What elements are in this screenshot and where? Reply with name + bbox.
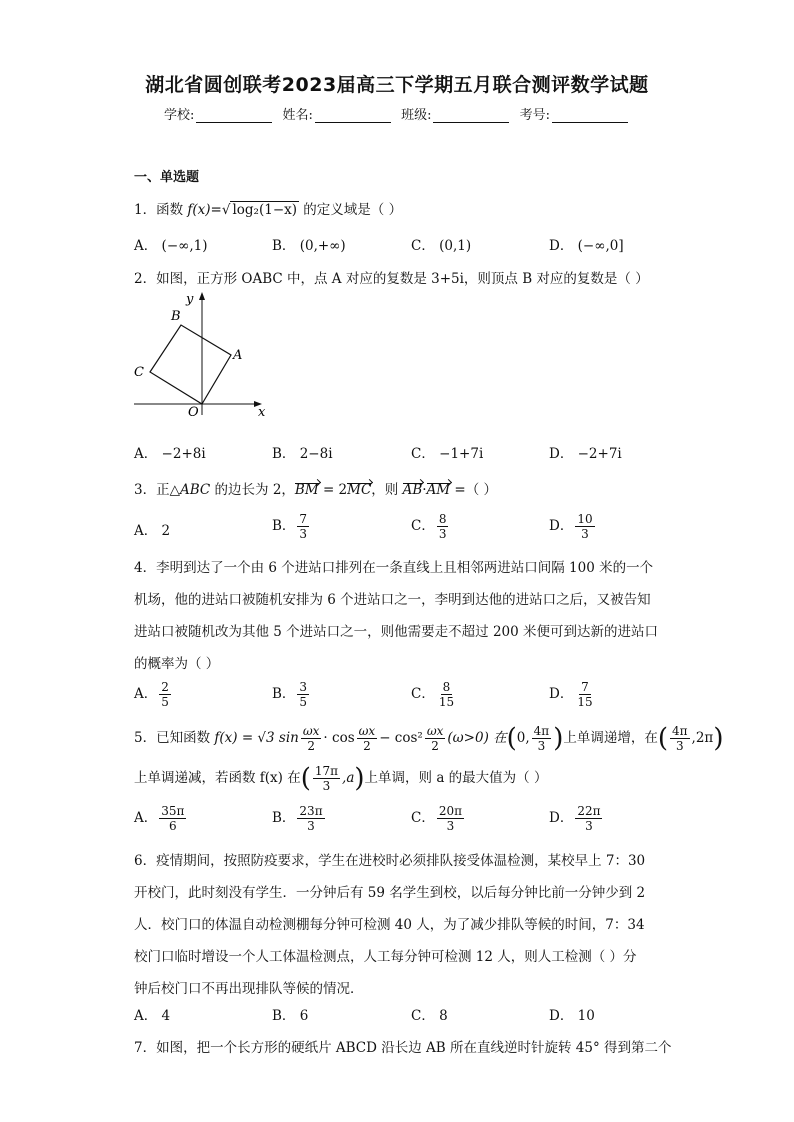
numerator: 8 — [442, 680, 451, 694]
q5-text: 上单调，则 a 的最大值为（ ） — [364, 770, 548, 786]
denominator: 6 — [169, 819, 177, 833]
q2-option-a — [134, 442, 206, 462]
fraction — [159, 804, 186, 833]
fraction — [437, 804, 464, 833]
q1-option-a — [134, 234, 208, 254]
q4-option-c — [411, 680, 458, 709]
question-3 — [134, 478, 497, 498]
fraction — [437, 680, 456, 709]
option-label: B． — [272, 446, 296, 462]
q3-text: ，则 — [371, 482, 403, 498]
q1-fx: f(x) — [187, 202, 211, 218]
numerator: 4π — [672, 724, 688, 738]
option-label: D． — [549, 238, 574, 254]
q5-option-a — [134, 804, 188, 833]
question-1 — [134, 198, 402, 218]
option-text: −2+8i — [161, 446, 206, 462]
q6-line-4: 校门口临时增设一个人工体温检测点，人工每分钟可检测 12 人，则人工检测（ ）分 — [134, 949, 637, 965]
option-text: −1+7i — [439, 446, 484, 462]
q4-line-4: 的概率为（ ） — [134, 656, 220, 672]
q6-option-c — [411, 1004, 448, 1024]
option-text: (−∞,1) — [161, 238, 208, 254]
option-label: C． — [411, 518, 435, 534]
option-label: B． — [272, 238, 296, 254]
fraction — [437, 512, 449, 541]
q5-option-d — [549, 804, 604, 833]
numerator: 20π — [438, 804, 462, 818]
option-label: C． — [411, 1008, 435, 1024]
school-label: 学校: — [164, 108, 195, 123]
fraction — [575, 512, 594, 541]
option-label: A． — [134, 1008, 158, 1024]
option-label: A． — [134, 523, 158, 539]
q5-text: 5．已知函数 — [134, 730, 215, 746]
q1-option-d — [549, 234, 624, 254]
numerator: ωx — [302, 724, 320, 738]
q3-dot: · — [422, 482, 427, 498]
option-label: D． — [549, 1008, 574, 1024]
q3-triangle: △ABC — [169, 482, 211, 498]
label-o: O — [188, 405, 199, 420]
option-label: A． — [134, 446, 158, 462]
denominator: 3 — [438, 527, 447, 541]
q1-eq: = — [210, 202, 222, 218]
numerator: 8 — [438, 512, 447, 526]
option-label: B． — [272, 1008, 296, 1024]
q4-line-2: 机场，他的进站口被随机安排为 6 个进站口之一，李明到达他的进站口之后，又被告知 — [134, 592, 651, 608]
option-label: B． — [272, 686, 296, 702]
label-c: C — [134, 365, 144, 380]
q1-option-c — [411, 234, 471, 254]
numerator: 10 — [577, 512, 593, 526]
q1-sqrt-arg: log₂(1−x) — [232, 202, 298, 218]
numerator: 7 — [581, 680, 589, 694]
numerator: 35π — [161, 804, 185, 818]
option-label: C． — [411, 810, 435, 826]
option-text: 10 — [577, 1008, 595, 1024]
class-label: 班级: — [401, 108, 432, 123]
option-text: 4 — [161, 1008, 171, 1024]
y-axis-arrow — [199, 292, 205, 300]
question-2: 2．如图，正方形 OABC 中，点 A 对应的复数是 3+5i，则顶点 B 对应的复数是（ ） — [134, 271, 649, 287]
numerator: 7 — [299, 512, 308, 526]
fraction — [425, 724, 446, 753]
q3-text: = 2 — [318, 482, 348, 498]
student-info-line — [0, 104, 794, 123]
option-label: D． — [549, 446, 574, 462]
q6-line-1: 6．疫情期间，按照防疫要求，学生在进校时必须排队接受体温检测，某校早上 7：30 — [134, 853, 646, 869]
q1-number: 1． — [134, 202, 157, 218]
q5-fx: f(x) = √3 sin — [214, 730, 299, 746]
q1-post: 的定义域是（ ） — [299, 202, 403, 218]
number-label: 考号: — [519, 108, 550, 123]
q2-option-b — [272, 442, 333, 462]
square-oabc — [150, 325, 231, 404]
numerator: ωx — [358, 724, 376, 738]
page-title: 湖北省圆创联考2023届高三下学期五月联合测评数学试题 — [145, 74, 649, 96]
q3-text: 3．正 — [134, 482, 170, 498]
fraction — [313, 764, 340, 793]
fraction — [301, 724, 322, 753]
q4-option-d — [549, 680, 597, 709]
denominator: 3 — [585, 819, 593, 833]
q4-option-a — [134, 680, 173, 709]
denominator: 3 — [307, 819, 315, 833]
q2-option-c — [411, 442, 483, 462]
fraction — [532, 724, 552, 753]
q5-cos-squared: − cos² — [379, 730, 423, 746]
numerator: 4π — [533, 724, 550, 738]
q5-interval-3: ,a — [342, 770, 355, 786]
option-text: 2 — [161, 523, 171, 539]
label-b: B — [171, 309, 181, 324]
option-label: B． — [272, 810, 296, 826]
option-text: 2−8i — [299, 446, 333, 462]
q5-interval-2: ,2π — [691, 730, 714, 746]
fraction — [297, 512, 309, 541]
option-label: C． — [411, 686, 435, 702]
q5-line-2: 上单调递减，若函数 f(x) 在( $\frac{17\pi}{3}$ ,a)上单调，则 a 的最大值为（ ） — [134, 763, 548, 794]
q5-interval-1: 0, — [516, 730, 530, 746]
numerator: 2 — [161, 680, 169, 694]
fraction — [670, 724, 690, 753]
q7-line-1: 7．如图，把一个长方形的硬纸片 ABCD 沿长边 AB 所在直线逆时针旋转 45° 得到第二个 — [134, 1040, 672, 1056]
q6-option-a — [134, 1004, 170, 1024]
option-text: 6 — [299, 1008, 309, 1024]
denominator: 2 — [363, 739, 371, 753]
vector-am: AM — [426, 482, 451, 498]
class-blank — [433, 109, 509, 123]
fraction — [575, 680, 594, 709]
denominator: 3 — [446, 819, 455, 833]
vector-mc: MC — [347, 482, 372, 498]
numerator: 22π — [577, 804, 601, 818]
numerator: 23π — [299, 804, 323, 818]
q6-option-b — [272, 1004, 308, 1024]
q3-option-c — [411, 512, 450, 541]
label-a: A — [233, 348, 243, 363]
q4-option-b — [272, 680, 311, 709]
fraction — [357, 724, 378, 753]
q5-text: 上单调递减，若函数 f(x) 在 — [134, 770, 301, 786]
q1-sqrt-sign: √ — [221, 202, 231, 218]
denominator: 3 — [675, 739, 684, 753]
q5-text: 上单调递增，在 — [563, 730, 658, 746]
option-text: 8 — [439, 1008, 448, 1024]
option-text: (0,+∞) — [299, 238, 346, 254]
name-label: 姓名: — [282, 108, 313, 123]
q6-line-2: 开校门，此时刻没有学生．一分钟后有 59 名学生到校，以后每分钟比前一分钟少到 2 — [134, 885, 646, 901]
q6-option-d — [549, 1004, 595, 1024]
q6-line-5: 钟后校门口不再出现排队等候的情况． — [134, 981, 364, 997]
q4-line-1: 4．李明到达了一个由 6 个进站口排列在一条直线上且相邻两进站口间隔 100 米的一个 — [134, 560, 654, 576]
q5-option-b — [272, 804, 327, 833]
denominator: 3 — [581, 527, 589, 541]
vector-ab: AB — [402, 482, 423, 498]
denominator: 3 — [299, 527, 308, 541]
label-x: x — [258, 405, 266, 420]
fraction — [159, 680, 171, 709]
denominator: 3 — [537, 739, 546, 753]
denominator: 2 — [307, 739, 315, 753]
denominator: 5 — [161, 695, 169, 709]
denominator: 5 — [299, 695, 308, 709]
q3-text: =（ ） — [450, 482, 498, 498]
option-label: B． — [272, 518, 296, 534]
option-label: A． — [134, 238, 158, 254]
q3-text: 的边长为 2， — [210, 482, 295, 498]
number-blank — [552, 109, 628, 123]
q5-condition: (ω>0) 在 — [447, 730, 507, 746]
denominator: 2 — [431, 739, 439, 753]
name-blank — [315, 109, 391, 123]
q1-option-b — [272, 234, 346, 254]
school-blank — [196, 109, 272, 123]
option-label: D． — [549, 810, 574, 826]
q4-line-3: 进站口被随机改为其他 5 个进站口之一，则他需要走不超过 200 米便可到达新的进站口 — [134, 624, 659, 640]
option-label: A． — [134, 686, 158, 702]
q2-figure — [130, 290, 280, 420]
denominator: 3 — [322, 779, 331, 793]
option-label: A． — [134, 810, 158, 826]
option-text: (0,1) — [439, 238, 472, 254]
option-label: D． — [549, 518, 574, 534]
q2-option-d — [549, 442, 622, 462]
q6-line-3: 人．校门口的体温自动检测棚每分钟可检测 40 人，为了减少排队等候的时间，7：34 — [134, 917, 645, 933]
numerator: 17π — [314, 764, 339, 778]
fraction — [297, 680, 309, 709]
label-y: y — [186, 292, 194, 307]
q3-option-d — [549, 512, 597, 541]
option-label: C． — [411, 238, 435, 254]
denominator: 15 — [577, 695, 593, 709]
fraction — [297, 804, 324, 833]
vector-bm: BM — [294, 482, 319, 498]
option-text: −2+7i — [577, 446, 622, 462]
option-text: (−∞,0] — [577, 238, 624, 254]
section-heading: 一、单选题 — [134, 170, 200, 185]
denominator: 15 — [438, 695, 455, 709]
fraction — [575, 804, 602, 833]
option-label: C． — [411, 446, 435, 462]
option-label: D． — [549, 686, 574, 702]
q3-option-b — [272, 512, 311, 541]
numerator: 3 — [299, 680, 308, 694]
q5-line-1: 5．已知函数 f(x) = √3 sin $\frac{\omega x}{2}$ · cos $\frac{\omega x}{2}$ − cos² $\frac{\omega x}{2}$ (ω>0) 在(0, $\frac{4\pi}{3}$ )上单调递增，在( $\frac{4\pi}{3}$ ,2π) — [134, 723, 724, 754]
q5-cos: · cos — [323, 730, 355, 746]
numerator: ωx — [426, 724, 444, 738]
q3-option-a — [134, 519, 170, 539]
q1-pre: 函数 — [156, 202, 188, 218]
q5-option-c — [411, 804, 466, 833]
